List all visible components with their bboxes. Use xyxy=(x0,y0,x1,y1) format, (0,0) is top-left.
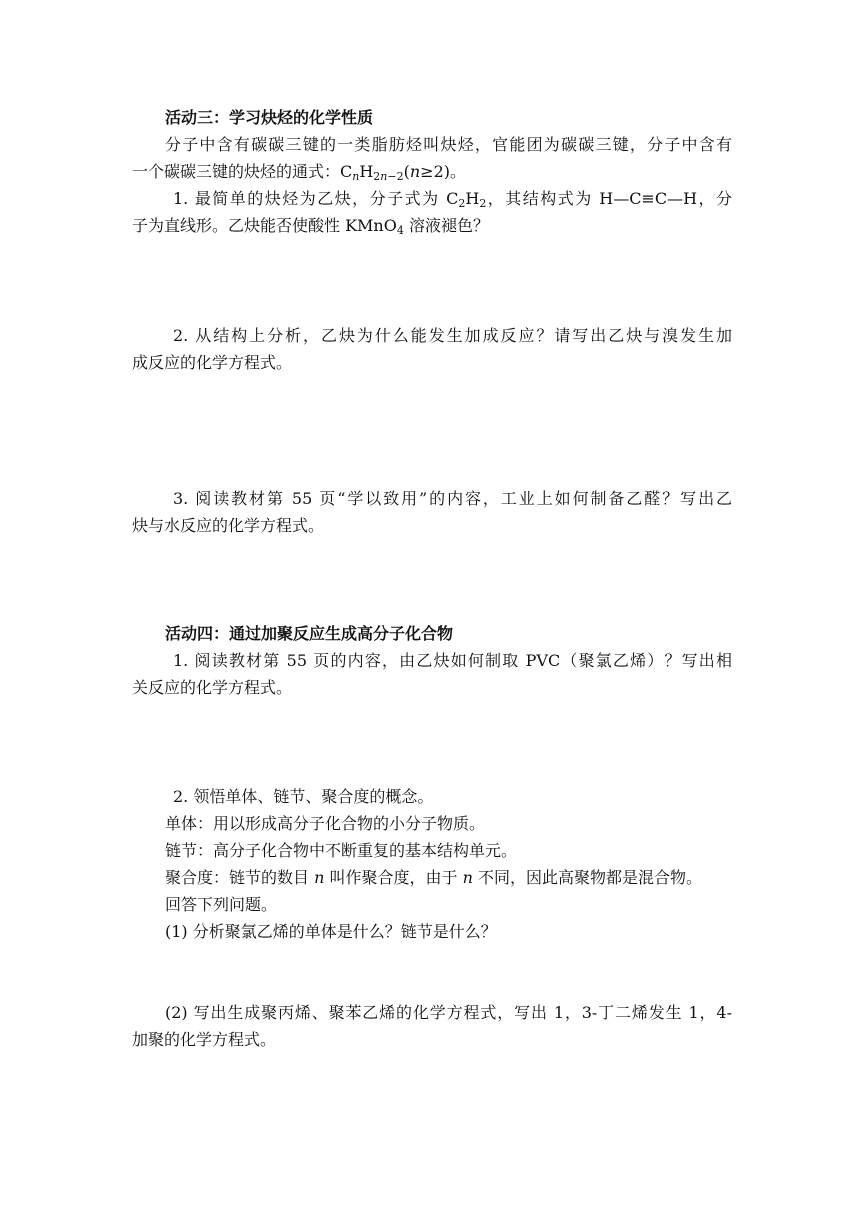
activity3-q1-line2: 子为直线形。乙炔能否使酸性 KMnO$_4$ 溶液褪色？ xyxy=(132,216,489,237)
activity4-q1-line1: 1. 阅读教材第 55 页的内容，由乙炔如何制取 PVC（聚氯乙烯）？写出相 xyxy=(173,651,732,670)
activity3-q2-line1: 2. 从结构上分析，乙炔为什么能发生加成反应？请写出乙炔与溴发生加 xyxy=(173,326,732,345)
activity3-q1-line1: 1. 最简单的炔烃为乙炔，分子式为 $C_2H_2$，其结构式为 H—C≡C—H，分 xyxy=(173,189,732,210)
monomer-definition: 单体：用以形成高分子化合物的小分子物质。 xyxy=(165,814,486,833)
chain-unit-definition: 链节：高分子化合物中不断重复的基本结构单元。 xyxy=(165,841,518,860)
activity3-heading: 活动三：学习炔烃的化学性质 xyxy=(165,108,374,127)
activity3-intro-line1: 分子中含有碳碳三键的一类脂肪烃叫炔烃，官能团为碳碳三键，分子中含有 xyxy=(165,135,732,154)
activity3-intro-line2: 一个碳碳三键的炔烃的通式：$C_nH_{2n-2}(n\ge 2)$。 xyxy=(132,162,467,183)
activity4-q2-title: 2. 领悟单体、链节、聚合度的概念。 xyxy=(173,787,434,806)
activity4-heading: 活动四：通过加聚反应生成高分子化合物 xyxy=(165,624,454,643)
degree-definition: 聚合度：链节的数目 n 叫作聚合度，由于 n 不同，因此高聚物都是混合物。 xyxy=(165,868,702,887)
answer-prompt: 回答下列问题。 xyxy=(165,895,278,914)
activity3-q3-line2: 炔与水反应的化学方程式。 xyxy=(132,516,325,535)
activity4-sub2-line2: 加聚的化学方程式。 xyxy=(132,1030,277,1049)
activity4-sub2-line1: (2) 写出生成聚丙烯、聚苯乙烯的化学方程式，写出 1，3-丁二烯发生 1，4- xyxy=(165,1003,732,1022)
activity3-q3-line1: 3. 阅读教材第 55 页“学以致用”的内容，工业上如何制备乙醛？写出乙 xyxy=(173,489,732,508)
activity4-sub1: (1) 分析聚氯乙烯的单体是什么？链节是什么？ xyxy=(165,922,497,941)
activity3-q2-line2: 成反应的化学方程式。 xyxy=(132,353,293,372)
activity4-q1-line2: 关反应的化学方程式。 xyxy=(132,678,293,697)
